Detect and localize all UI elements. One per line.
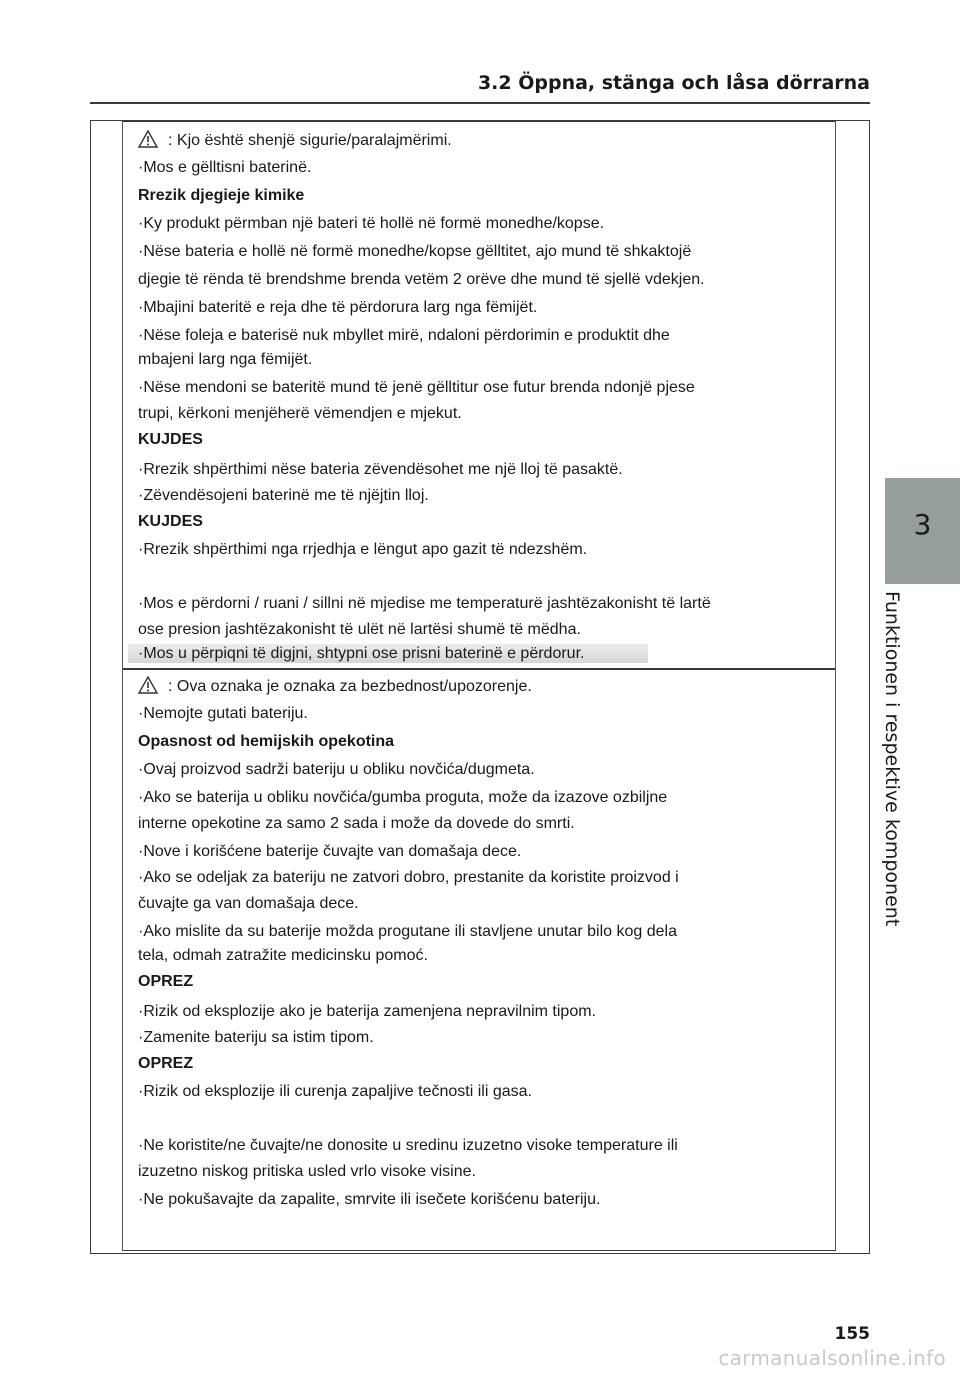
serbian-warning-heading	[138, 676, 532, 697]
albanian-line: ·Mos u përpiqni të digjni, shtypni ose prisni baterinë e përdorur.	[138, 645, 585, 662]
serbian-heading: OPREZ	[138, 973, 194, 990]
section-title: 3.2 Öppna, stänga och låsa dörrarna	[477, 72, 870, 94]
albanian-line: ·Ky produkt përmban një bateri të hollë në formë monedhe/kopse.	[138, 215, 605, 232]
albanian-line: ·Nëse bateria e hollë në formë monedhe/kopse gëlltitet, ajo mund të shkaktojë	[138, 243, 692, 260]
serbian-line: izuzetno niskog pritiska usled vrlo visoke visine.	[138, 1163, 476, 1180]
serbian-line: čuvajte ga van domašaja dece.	[138, 895, 359, 912]
albanian-line: ·Zëvendësojeni baterinë me të njëjtin lloj.	[138, 487, 429, 504]
albanian-line: ·Nëse mendoni se bateritë mund të jenë gëlltitur ose futur brenda ndonjë pjese	[138, 379, 695, 396]
serbian-line: ·Nemojte gutati bateriju.	[138, 705, 308, 722]
albanian-warning-heading	[138, 130, 452, 151]
serbian-line: interne opekotine za samo 2 sada i može da dovede do smrti.	[138, 815, 575, 832]
albanian-line: ·Rrezik shpërthimi nëse bateria zëvendësohet me një lloj të pasaktë.	[138, 461, 623, 478]
watermark: carmanualsonline.info	[718, 1346, 946, 1370]
serbian-line: ·Rizik od eksplozije ili curenja zapaljive tečnosti ili gasa.	[138, 1083, 532, 1100]
albanian-heading: KUJDES	[138, 513, 203, 530]
albanian-line: ·Mos e përdorni / ruani / sillni në mjedise me temperaturë jashtëzakonisht të lartë	[138, 595, 711, 612]
albanian-line: ose presion jashtëzakonisht të ulët në lartësi shumë të mëdha.	[138, 621, 581, 638]
serbian-line: tela, odmah zatražite medicinsku pomoć.	[138, 947, 428, 964]
albanian-warning-symbol-text: : Kjo është shenjë sigurie/paralajmërimi.	[168, 132, 452, 149]
albanian-line: ·Mos e gëlltisni baterinë.	[138, 159, 312, 176]
serbian-warning-symbol-text: : Ova oznaka je oznaka za bezbednost/upozorenje.	[168, 678, 532, 695]
warning-triangle-icon	[138, 130, 158, 148]
header-rule	[90, 102, 870, 104]
albanian-line: trupi, kërkoni menjëherë vëmendjen e mjekut.	[138, 405, 462, 422]
serbian-heading: OPREZ	[138, 1055, 194, 1072]
serbian-line: ·Nove i korišćene baterije čuvajte van domašaja dece.	[138, 843, 522, 860]
albanian-line: ·Rrezik shpërthimi nga rrjedhja e lëngut apo gazit të ndezshëm.	[138, 541, 588, 558]
albanian-heading: Rrezik djegieje kimike	[138, 187, 305, 204]
albanian-line: mbajeni larg nga fëmijët.	[138, 351, 313, 368]
serbian-line: ·Ako mislite da su baterije možda progutane ili stavljene unutar bilo kog dela	[138, 923, 677, 940]
page-number: 155	[834, 1324, 870, 1344]
albanian-line: djegie të rënda të brendshme brenda vetëm 2 orëve dhe mund të sjellë vdekjen.	[138, 271, 705, 288]
warning-triangle-icon	[138, 676, 158, 694]
serbian-line: ·Ne koristite/ne čuvajte/ne donosite u sredinu izuzetno visoke temperature ili	[138, 1137, 678, 1154]
serbian-heading: Opasnost od hemijskih opekotina	[138, 733, 395, 750]
chapter-label-text: Funktionen i respektive komponent	[881, 591, 903, 927]
albanian-line: ·Mbajini bateritë e reja dhe të përdorura larg nga fëmijët.	[138, 299, 538, 316]
serbian-line: ·Ovaj proizvod sadrži bateriju u obliku novčića/dugmeta.	[138, 761, 535, 778]
albanian-heading: KUJDES	[138, 431, 203, 448]
serbian-line: ·Ako se odeljak za bateriju ne zatvori dobro, prestanite da koristite proizvod i	[138, 869, 679, 886]
serbian-line: ·Rizik od eksplozije ako je baterija zamenjena nepravilnim tipom.	[138, 1003, 596, 1020]
albanian-line: ·Nëse foleja e baterisë nuk mbyllet mirë, ndaloni përdorimin e produktit dhe	[138, 327, 670, 344]
chapter-number: 3	[913, 508, 932, 541]
serbian-line: ·Zamenite bateriju sa istim tipom.	[138, 1029, 374, 1046]
serbian-line: ·Ne pokušavajte da zapalite, smrvite ili isečete korišćenu bateriju.	[138, 1191, 601, 1208]
serbian-line: ·Ako se baterija u obliku novčića/gumba proguta, može da izazove ozbiljne	[138, 789, 668, 806]
